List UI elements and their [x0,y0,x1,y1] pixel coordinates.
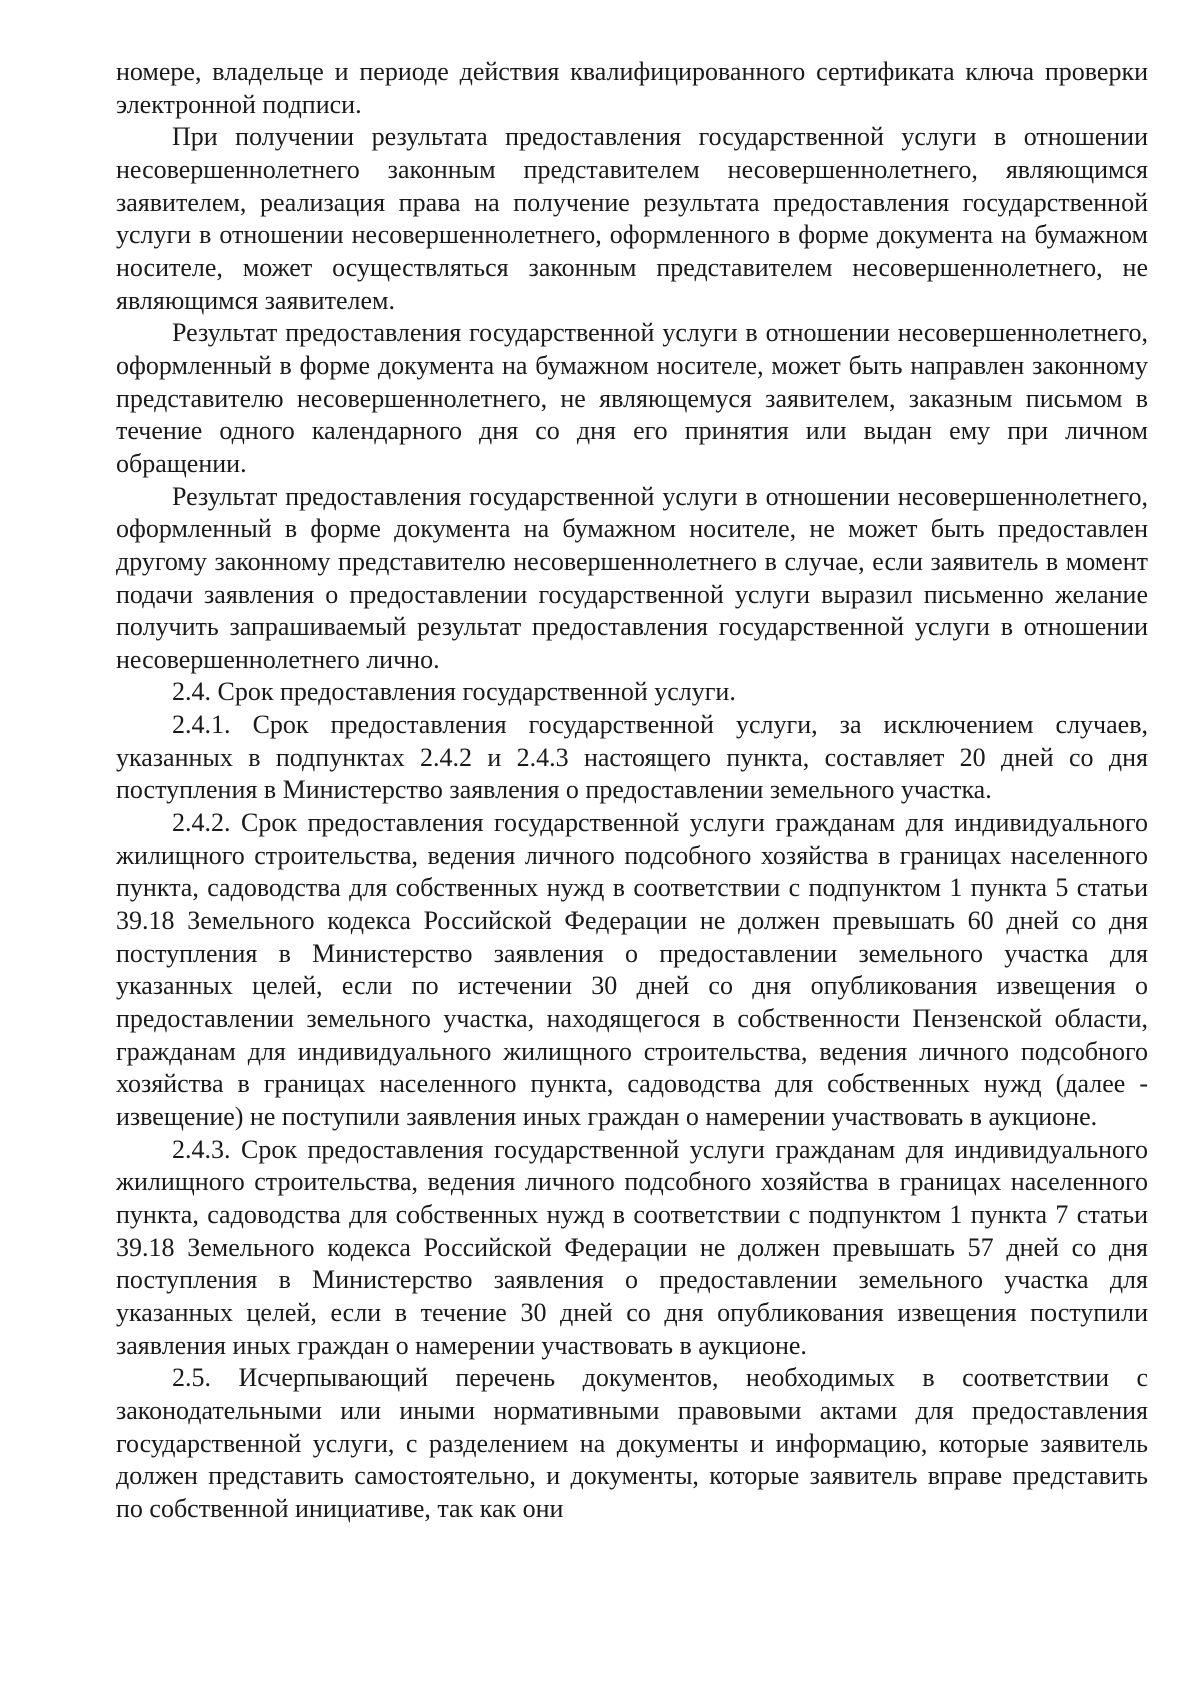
section-heading-2-4: 2.4. Срок предоставления государственной услуги. [172,677,736,707]
paragraph-2-4-2: 2.4.2. Срок предоставления государственной услуги гражданам для индивидуального жилищного строительства, ведения личного подсобного хозяйства в границах населенного пункта, садоводства для собственных нужд в соответствии с подпунктом 1 пункта 5 статьи 39.18 Земельного кодекса Российской Федерации не должен превышать 60 дней со дня поступления в Министерство заявления о предоставлении земельного участка для указанных целей, если по истечении 30 дней со дня опубликования извещения о предоставлении земельного участка, находящегося в собственности Пензенской области, гражданам для индивидуального жилищного строительства, ведения личного подсобного хозяйства в границах населенного пункта, садоводства для собственных нужд (далее - извещение) не поступили заявления иных граждан о намерении участвовать в аукционе. [116,808,1148,1131]
paragraph-signature-certificate-continued: номере, владельце и периоде действия квалифицированного сертификата ключа проверки электронной подписи. [116,57,1148,119]
paragraph-legal-representative-right: При получении результата предоставления государственной услуги в отношении несовершеннолетнего законным представителем несовершеннолетнего, являющимся заявителем, реализация права на получение результата предоставления государственной услуги в отношении несовершеннолетнего, оформленного в форме документа на бумажном носителе, может осуществляться законным представителем несовершеннолетнего, не являющимся заявителем. [116,122,1148,315]
paragraph-2-4-3: 2.4.3. Срок предоставления государственной услуги гражданам для индивидуального жилищного строительства, ведения личного подсобного хозяйства в границах населенного пункта, садоводства для собственных нужд в соответствии с подпунктом 1 пункта 7 статьи 39.18 Земельного кодекса Российской Федерации не должен превышать 57 дней со дня поступления в Министерство заявления о предоставлении земельного участка для указанных целей, если в течение 30 дней со дня опубликования извещения поступили заявления иных граждан о намерении участвовать в аукционе. [116,1134,1148,1360]
paragraph-2-5: 2.5. Исчерпывающий перечень документов, необходимых в соответствии с законодательными или иными нормативными правовыми актами для предоставления государственной услуги, с разделением на документы и информацию, которые заявитель должен представить самостоятельно, и документы, которые заявитель вправе представить по собственной инициативе, так как они [116,1363,1148,1523]
paragraph-result-restriction: Результат предоставления государственной услуги в отношении несовершеннолетнего, оформленный в форме документа на бумажном носителе, не может быть предоставлен другому законному представителю несовершеннолетнего в случае, если заявитель в момент подачи заявления о предоставлении государственной услуги выразил письменно желание получить запрашиваемый результат предоставления государственной услуги в отношении несовершеннолетнего лично. [116,481,1148,674]
paragraph-2-4-1: 2.4.1. Срок предоставления государственной услуги, за исключением случаев, указанных в подпунктах 2.4.2 и 2.4.3 настоящего пункта, составляет 20 дней со дня поступления в Министерство заявления о предоставлении земельного участка. [116,710,1148,805]
paragraph-result-delivery: Результат предоставления государственной услуги в отношении несовершеннолетнего, оформленный в форме документа на бумажном носителе, может быть направлен законному представителю несовершеннолетнего, не являющемуся заявителем, заказным письмом в течение одного календарного дня со дня его принятия или выдан ему при личном обращении. [116,318,1148,478]
document-page [116,56,1148,1526]
